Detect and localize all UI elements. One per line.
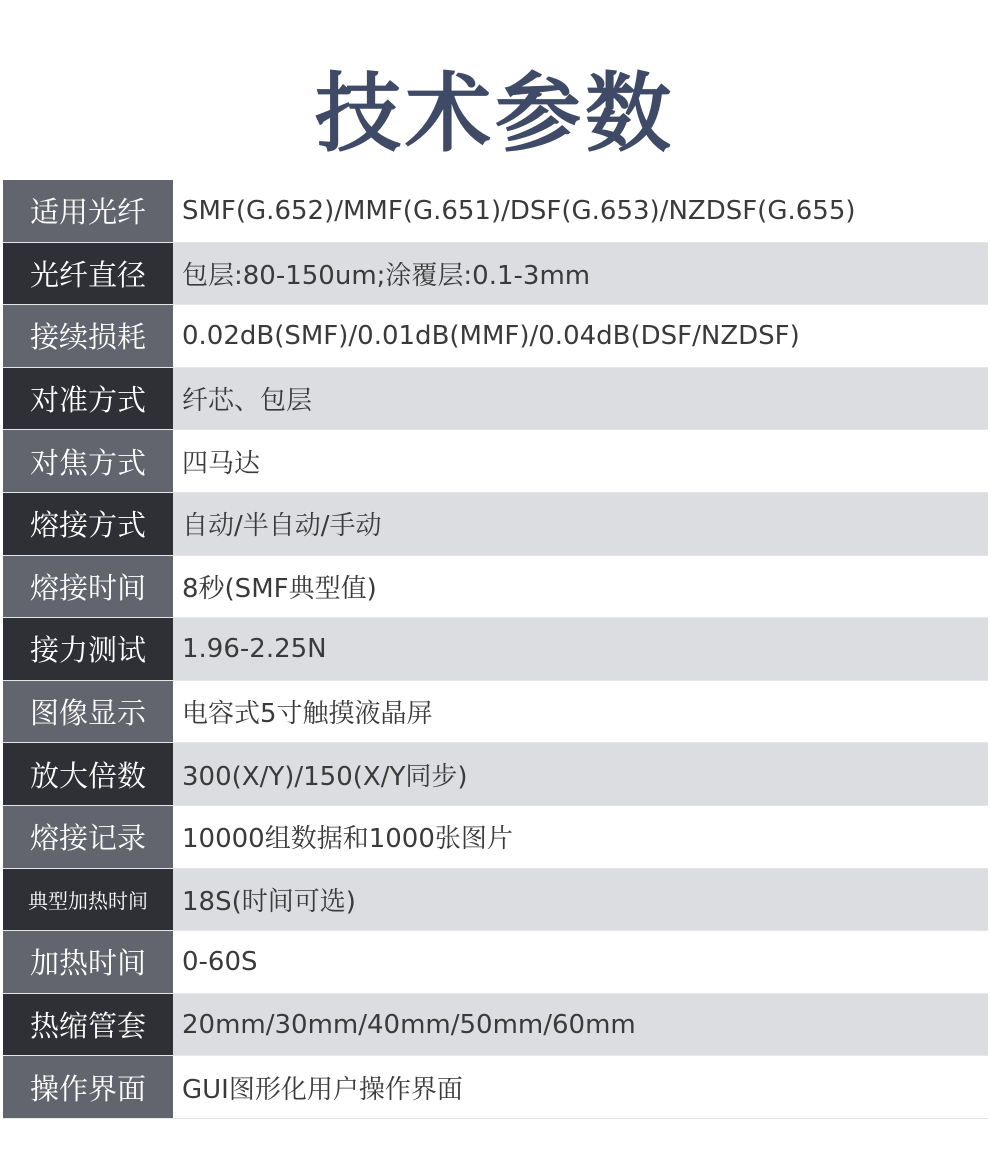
spec-label: 熔接时间 [3, 556, 173, 618]
spec-value: 自动/半自动/手动 [173, 493, 988, 555]
spec-value: 20mm/30mm/40mm/50mm/60mm [173, 994, 988, 1056]
spec-label: 热缩管套 [3, 994, 173, 1056]
spec-row [3, 681, 988, 744]
spec-value: 电容式5寸触摸液晶屏 [173, 681, 988, 743]
page-title: 技术参数 [315, 64, 675, 164]
spec-row [3, 869, 988, 932]
spec-row [3, 493, 988, 556]
spec-row [3, 931, 988, 994]
spec-label: 对准方式 [3, 368, 173, 430]
spec-value: 18S(时间可选) [173, 869, 988, 931]
spec-label: 操作界面 [3, 1056, 173, 1118]
spec-row [3, 430, 988, 493]
spec-value: 纤芯、包层 [173, 368, 988, 430]
spec-label: 光纤直径 [3, 243, 173, 305]
spec-label: 接续损耗 [3, 305, 173, 367]
spec-row [3, 743, 988, 806]
spec-value: 300(X/Y)/150(X/Y同步) [173, 743, 988, 805]
spec-row [3, 305, 988, 368]
spec-value: 四马达 [173, 430, 988, 492]
spec-value: 包层:80-150um;涂覆层:0.1-3mm [173, 243, 988, 305]
spec-value: 10000组数据和1000张图片 [173, 806, 988, 868]
spec-row [3, 368, 988, 431]
spec-value: 0.02dB(SMF)/0.01dB(MMF)/0.04dB(DSF/NZDSF) [173, 305, 988, 367]
spec-row [3, 994, 988, 1057]
spec-value: 0-60S [173, 931, 988, 993]
spec-value: SMF(G.652)/MMF(G.651)/DSF(G.653)/NZDSF(G.655) [173, 180, 988, 242]
spec-value: 1.96-2.25N [173, 618, 988, 680]
spec-label: 适用光纤 [3, 180, 173, 242]
spec-row [3, 618, 988, 681]
spec-label: 图像显示 [3, 681, 173, 743]
spec-label: 对焦方式 [3, 430, 173, 492]
spec-label: 接力测试 [3, 618, 173, 680]
spec-table [3, 180, 988, 1119]
spec-row [3, 806, 988, 869]
spec-value: 8秒(SMF典型值) [173, 556, 988, 618]
spec-row [3, 556, 988, 619]
spec-row [3, 1056, 988, 1119]
spec-label: 加热时间 [3, 931, 173, 993]
spec-value: GUI图形化用户操作界面 [173, 1056, 988, 1118]
spec-label: 典型加热时间 [3, 869, 173, 931]
spec-label: 放大倍数 [3, 743, 173, 805]
spec-label: 熔接记录 [3, 806, 173, 868]
spec-row [3, 243, 988, 306]
spec-row [3, 180, 988, 243]
spec-label: 熔接方式 [3, 493, 173, 555]
